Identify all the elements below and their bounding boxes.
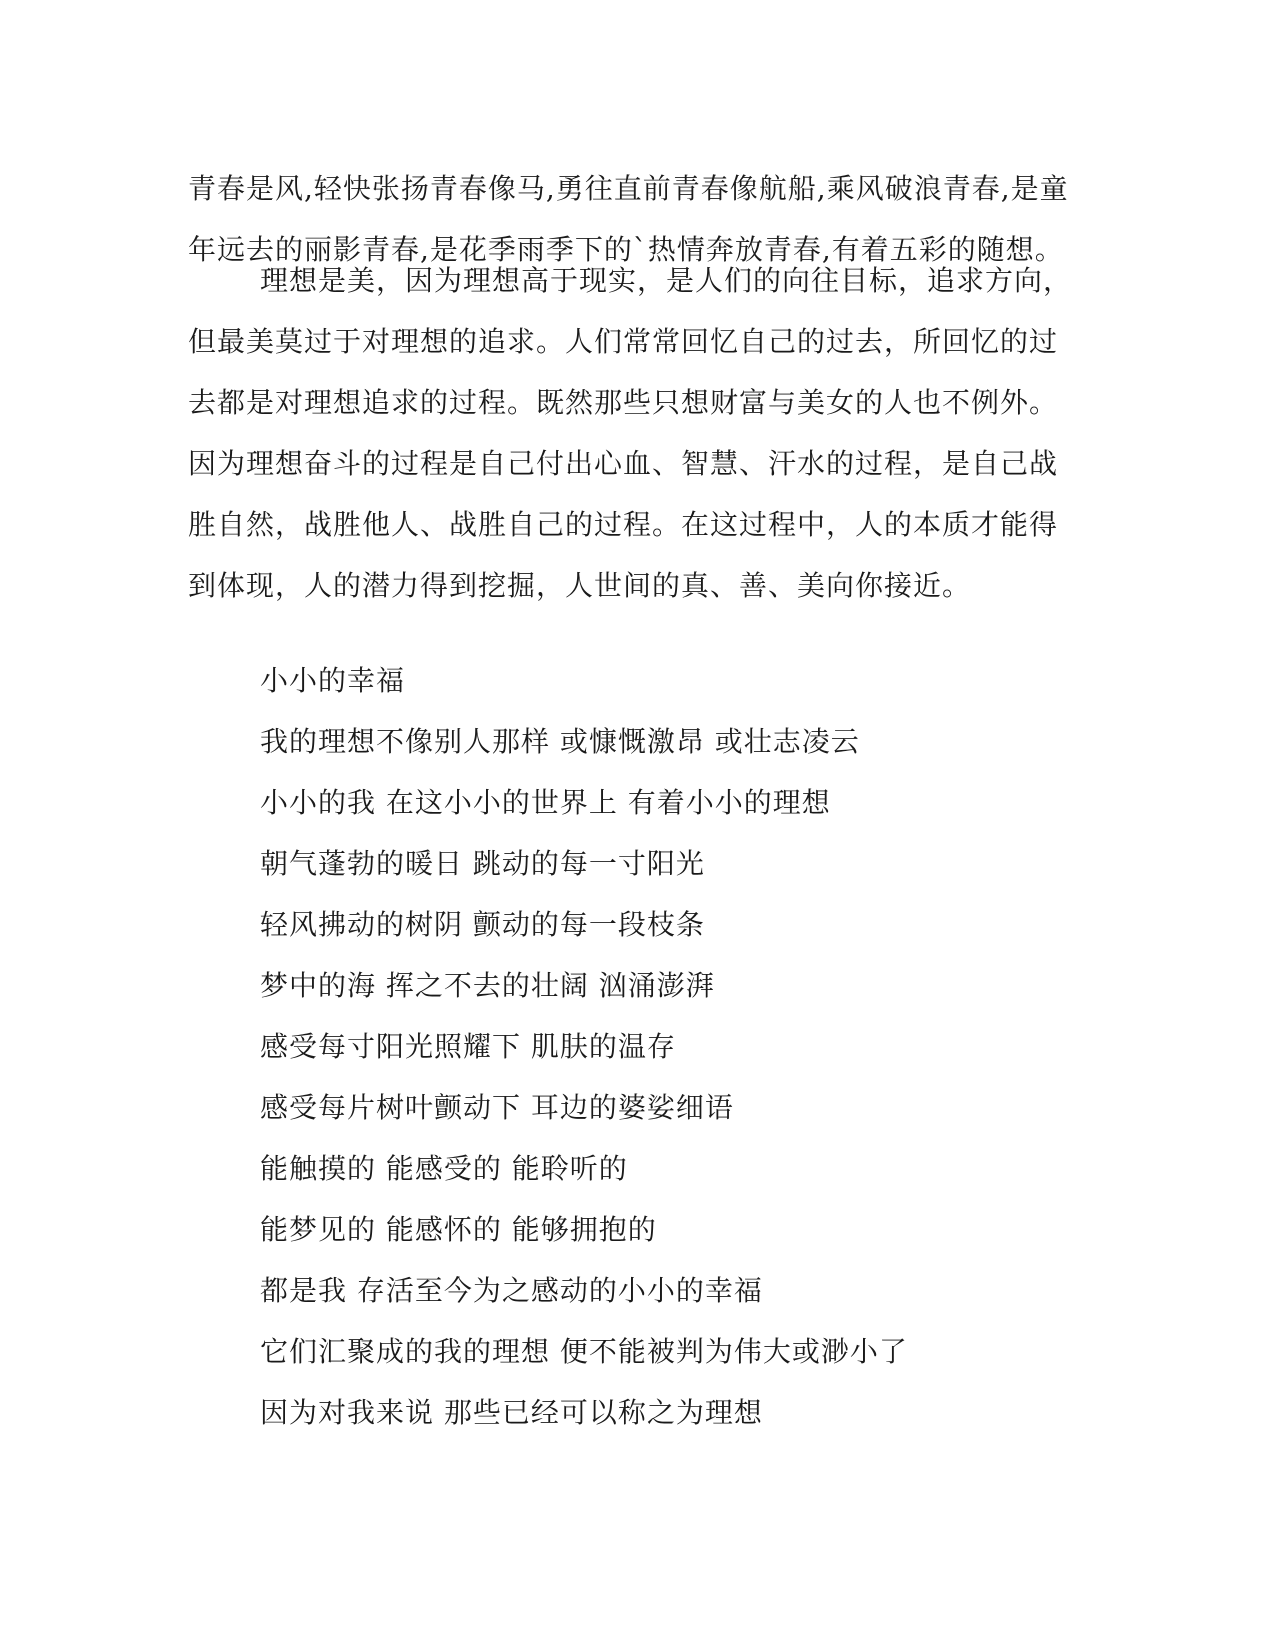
paragraph-youth: 青春是风,轻快张扬青春像马,勇往直前青春像航船,乘风破浪青春,是童年远去的丽影青春,是花季雨季下的`热情奔放青春,有着五彩的随想。: [188, 172, 1069, 266]
poem-line: 因为对我来说 那些已经可以称之为理想: [260, 1396, 763, 1429]
poem-line: 梦中的海 挥之不去的壮阔 汹涌澎湃: [260, 969, 715, 1002]
poem-line: 它们汇聚成的我的理想 便不能被判为伟大或渺小了: [260, 1335, 908, 1368]
poem-line: 感受每寸阳光照耀下 肌肤的温存: [260, 1030, 676, 1063]
poem-line: 我的理想不像别人那样 或慷慨激昂 或壮志凌云: [260, 725, 860, 758]
paragraph-ideal: 理想是美，因为理想高于现实，是人们的向往目标，追求方向，但最美莫过于对理想的追求。人们常常回忆自己的过去，所回忆的过去都是对理想追求的过程。既然那些只想财富与美女的人也不例外。因为理想奋斗的过程是自己付出心血、智慧、汗水的过程，是自己战胜自然，战胜他人、战胜自己的过程。在这过程中，人的本质才能得到体现，人的潜力得到挖掘，人世间的真、善、美向你接近。: [188, 264, 1073, 602]
poem: [260, 650, 908, 1443]
poem-line: 小小的我 在这小小的世界上 有着小小的理想: [260, 786, 831, 819]
poem-line: 能梦见的 能感怀的 能够拥抱的: [260, 1213, 657, 1246]
poem-line: 都是我 存活至今为之感动的小小的幸福: [260, 1274, 763, 1307]
poem-line: 能触摸的 能感受的 能聆听的: [260, 1152, 628, 1185]
poem-title: 小小的幸福: [260, 664, 406, 697]
poem-line: 感受每片树叶颤动下 耳边的婆娑细语: [260, 1091, 734, 1124]
poem-line: 轻风拂动的树阴 颤动的每一段枝条: [260, 908, 705, 941]
poem-line: 朝气蓬勃的暖日 跳动的每一寸阳光: [260, 847, 705, 880]
